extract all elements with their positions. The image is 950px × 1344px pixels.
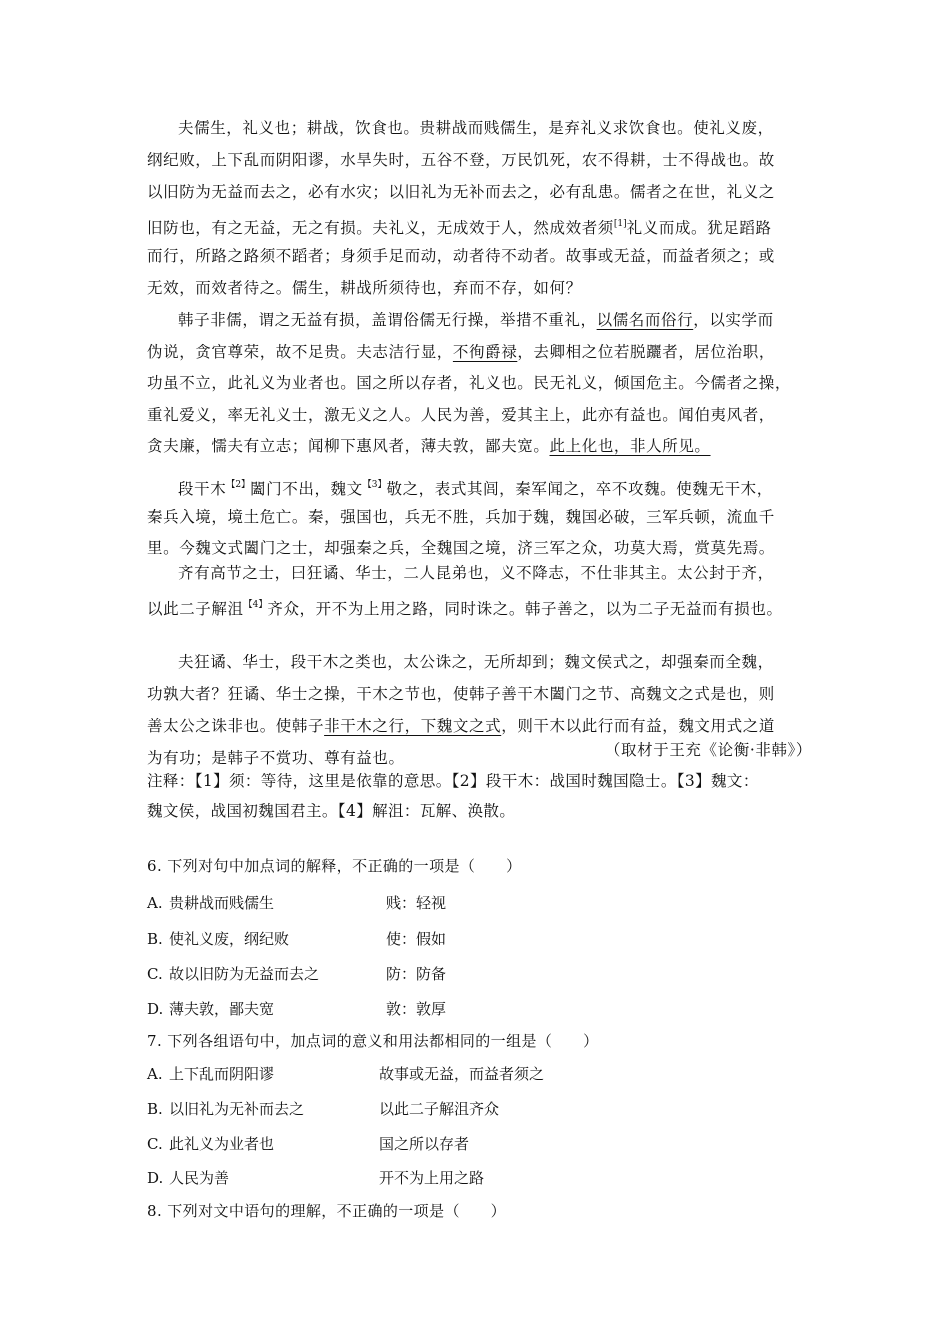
question-7-stem: 7. 下列各组语句中，加点词的意义和用法都相同的一组是（ ） xyxy=(147,1032,599,1050)
question-8-stem: 8. 下列对文中语句的理解，不正确的一项是（ ） xyxy=(147,1202,507,1220)
passage-paragraph-2 xyxy=(147,305,807,463)
passage-text: 韩子非儒，谓之无益有损，盖谓俗儒无行操，举措不重礼， xyxy=(178,311,597,329)
passage-text: 旧防也，有之无益，无之有损。夫礼义，无成效于人，然成效者须 xyxy=(147,219,614,237)
option-sentence: 贵耕战而贱儒生 xyxy=(169,894,275,912)
passage-text: ，以实学而 xyxy=(693,311,774,329)
passage-text: 贪夫廉，懦夫有立志；闻柳下惠风者，薄夫敦，鄙夫宽。 xyxy=(147,437,550,455)
passage-text: 礼义而成。犹足蹈路 xyxy=(626,219,772,237)
option-sentence: 人民为善 xyxy=(169,1169,230,1187)
passage-paragraph-3 xyxy=(147,470,807,565)
option-explanation: 敦：敦厚 xyxy=(386,1000,447,1018)
option-letter: B. xyxy=(147,1100,163,1118)
question-6-option-c[interactable] xyxy=(147,963,447,984)
passage-paragraph-1 xyxy=(147,112,807,304)
passage-line: 夫狂谲、华士，段干木之类也，太公诛之，无所却到；魏文侯式之，却强秦而全魏， xyxy=(178,653,774,671)
option-sentence: 此礼义为业者也 xyxy=(169,1135,275,1153)
passage-paragraph-4 xyxy=(147,558,807,621)
option-sentence: 使礼义废，纲纪败 xyxy=(169,930,290,948)
option-explanation: 防：防备 xyxy=(386,965,447,983)
passage-line: 功孰大者？狂谲、华士之操，干木之节也，使韩子善干木闔门之节、高魏文之式是也，则 xyxy=(147,685,775,703)
passage-line: 秦兵入境，境土危亡。秦，强国也，兵无不胜，兵加于魏，魏国必破，三军兵顿，流血千 xyxy=(147,507,775,526)
option-letter: C. xyxy=(147,965,163,983)
underlined-phrase: 非干木之行，下魏文之式 xyxy=(324,717,502,735)
option-letter: D. xyxy=(147,1169,164,1187)
footnote-marker-3: 【3】 xyxy=(362,480,387,490)
passage-line: 功虽不立，此礼义为业者也。国之所以存者，礼义也。民无礼义，倾国危主。今儒者之操， xyxy=(147,374,792,392)
footnote-line: 魏文侯，战国初魏国君主。【4】解沮：瓦解、涣散。 xyxy=(147,802,516,820)
footnote-marker-4: 【4】 xyxy=(243,599,268,610)
option-sentence-compare: 国之所以存者 xyxy=(379,1135,470,1153)
passage-line: 以旧防为无益而去之，必有水灾；以旧礼为无补而去之，必有乱患。儒者之在世，礼义之 xyxy=(147,183,775,201)
underlined-phrase: 此上化也，非人所见。 xyxy=(549,437,711,455)
passage-line xyxy=(147,590,807,622)
passage-text: 段干木 xyxy=(178,480,227,498)
option-sentence: 故以旧防为无益而去之 xyxy=(169,965,320,983)
option-letter: D. xyxy=(147,1000,164,1018)
passage-line: 里。今魏文式闔门之士，却强秦之兵，全魏国之境，济三军之众，功莫大焉，赏莫先焉。 xyxy=(147,539,775,557)
option-explanation: 贱：轻视 xyxy=(386,894,447,912)
passage-line: 而行，所路之路须不蹈者；身须手足而动，动者待不动者。故事或无益，而益者须之；或 xyxy=(147,247,775,265)
option-explanation: 使：假如 xyxy=(386,930,447,948)
passage-line: 夫儒生，礼义也；耕战，饮食也。贵耕战而贱儒生，是弃礼义求饮食也。使礼义废， xyxy=(178,119,774,137)
underlined-phrase: 以儒名而俗行 xyxy=(596,311,694,329)
question-7-option-b[interactable] xyxy=(147,1098,500,1119)
passage-text: 伪说，贪官尊荣，故不足贵。夫志洁行显， xyxy=(147,342,453,361)
passage-line: 无效，而效者待之。儒生，耕战所须待也，弃而不存，如何？ xyxy=(147,279,582,297)
option-sentence-compare: 开不为上用之路 xyxy=(379,1169,485,1187)
option-sentence: 薄夫敦，鄙夫宽 xyxy=(169,1000,275,1018)
passage-text: 善太公之诛非也。使韩子 xyxy=(147,717,325,735)
question-6-option-d[interactable] xyxy=(147,998,447,1019)
passage-line xyxy=(147,431,807,463)
passage-line xyxy=(147,208,807,240)
footnote-marker-1: [1] xyxy=(613,219,627,229)
passage-line: 齐有高节之士，曰狂谲、华士，二人昆弟也，义不降志，不仕非其主。太公封于齐， xyxy=(178,564,774,582)
passage-line xyxy=(147,337,807,369)
option-letter: A. xyxy=(147,894,163,912)
option-sentence: 以旧礼为无补而去之 xyxy=(169,1100,305,1118)
question-6-option-a[interactable] xyxy=(147,892,447,913)
passage-text: ，去卿相之位若脱躧者，居位治职， xyxy=(517,342,775,361)
footnotes xyxy=(147,766,807,826)
passage-line xyxy=(147,305,807,337)
passage-text: 敬之，表式其闾，秦军闻之，卒不攻魏。使魏无干木， xyxy=(386,480,773,498)
passage-line xyxy=(147,470,807,502)
question-6-option-b[interactable] xyxy=(147,928,447,949)
underlined-phrase: 不徇爵禄 xyxy=(452,342,518,361)
footnote-marker-2: 【2】 xyxy=(226,480,251,490)
option-sentence: 上下乱而阴阳谬 xyxy=(169,1065,275,1083)
question-7-option-d[interactable] xyxy=(147,1167,485,1188)
passage-line: 重礼爱义，率无礼义士，激无义之人。人民为善，爱其主上，此亦有益也。闻伯夷风者， xyxy=(147,405,775,424)
option-sentence-compare: 以此二子解沮齐众 xyxy=(379,1100,500,1118)
option-letter: C. xyxy=(147,1135,163,1153)
passage-text: 闔门不出，魏文 xyxy=(250,480,363,498)
question-7-option-a[interactable] xyxy=(147,1063,545,1084)
option-letter: B. xyxy=(147,930,163,948)
option-sentence-compare: 故事或无益，而益者须之 xyxy=(379,1065,545,1083)
question-7-option-c[interactable] xyxy=(147,1133,470,1154)
footnote-line: 注释：【1】须：等待，这里是依靠的意思。【2】段干木：战国时魏国隐士。【3】魏文： xyxy=(147,772,759,790)
passage-line: 纲纪败，上下乱而阴阳谬，水旱失时，五谷不登，万民饥死，农不得耕，士不得战也。故 xyxy=(147,151,775,169)
passage-source: （取材于王充《论衡·非韩》） xyxy=(604,741,812,759)
option-letter: A. xyxy=(147,1065,163,1083)
passage-line: 为有功；是韩子不赏功、尊有益也。 xyxy=(147,749,405,767)
passage-text: 齐众，开不为上用之路，同时诛之。韩子善之，以为二子无益而有损也。 xyxy=(267,599,783,618)
passage-text: ，则干木以此行而有益，魏文用式之道 xyxy=(501,717,775,735)
question-6-stem: 6. 下列对句中加点词的解释，不正确的一项是（ ） xyxy=(147,857,522,875)
passage-text: 以此二子解沮 xyxy=(147,599,244,618)
